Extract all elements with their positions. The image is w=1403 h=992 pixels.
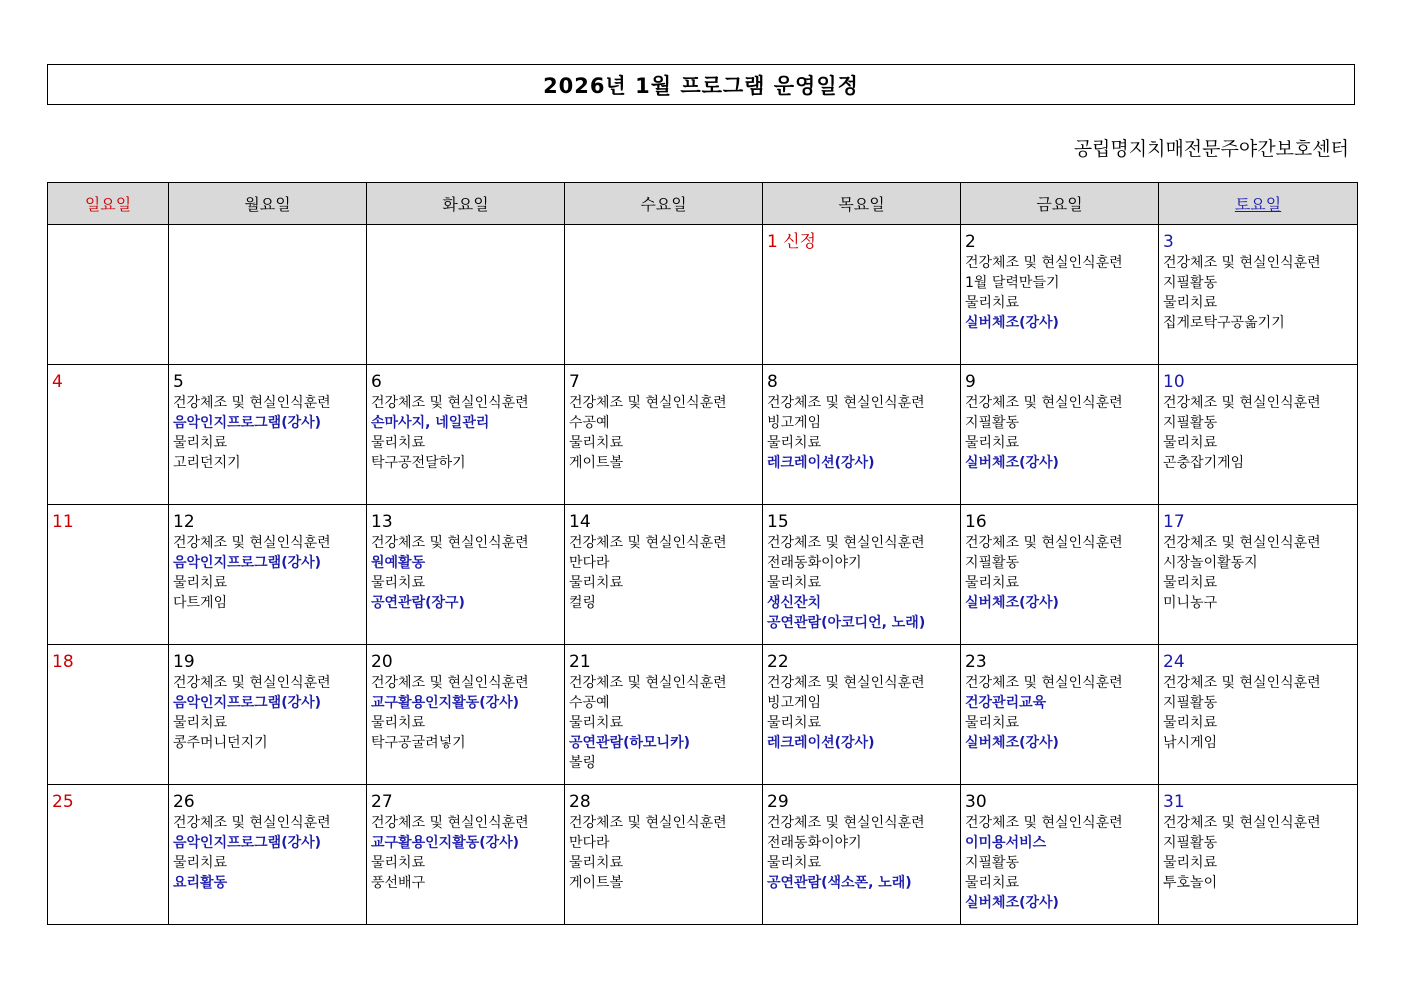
activity-item: 지필활동 xyxy=(1163,835,1218,851)
weekday-monday: 월요일 xyxy=(169,183,367,225)
calendar-day-cell xyxy=(961,505,1159,645)
day-number: 6 xyxy=(371,372,382,392)
calendar-day-cell xyxy=(169,785,367,925)
activity-item: 건강체조 및 현실인식훈련 xyxy=(569,675,727,691)
activity-item: 교구활용인지활동(강사) xyxy=(371,835,520,851)
calendar-week-row xyxy=(48,505,1358,645)
calendar-day-cell xyxy=(367,505,565,645)
weekday-header-row xyxy=(48,183,1358,225)
day-number: 29 xyxy=(767,792,789,812)
calendar-day-cell xyxy=(961,645,1159,785)
day-number: 25 xyxy=(52,792,74,812)
activity-item: 실버체조(강사) xyxy=(965,895,1059,911)
calendar-day-cell xyxy=(367,365,565,505)
activity-item: 건강체조 및 현실인식훈련 xyxy=(1163,675,1321,691)
activity-item: 건강체조 및 현실인식훈련 xyxy=(371,815,529,831)
calendar-day-cell xyxy=(367,645,565,785)
activity-item: 1월 달력만들기 xyxy=(965,275,1060,291)
activity-item: 건강체조 및 현실인식훈련 xyxy=(371,395,529,411)
weekday-wednesday: 수요일 xyxy=(565,183,763,225)
activity-item: 건강체조 및 현실인식훈련 xyxy=(1163,535,1321,551)
day-number: 11 xyxy=(52,512,74,532)
activity-item: 건강체조 및 현실인식훈련 xyxy=(1163,395,1321,411)
activity-item: 물리치료 xyxy=(1163,295,1218,311)
activity-item: 물리치료 xyxy=(965,875,1020,891)
activity-item: 풍선배구 xyxy=(371,875,426,891)
activity-item: 교구활용인지활동(강사) xyxy=(371,695,520,711)
calendar-day-cell xyxy=(48,505,169,645)
day-number: 7 xyxy=(569,372,580,392)
activity-item: 지필활동 xyxy=(965,415,1020,431)
calendar-day-cell xyxy=(763,225,961,365)
activity-item: 빙고게임 xyxy=(767,695,822,711)
activity-item: 레크레이션(강사) xyxy=(767,735,875,751)
activity-item: 건강체조 및 현실인식훈련 xyxy=(173,395,331,411)
activity-item: 물리치료 xyxy=(767,575,822,591)
activity-item: 물리치료 xyxy=(173,575,228,591)
activity-item: 실버체조(강사) xyxy=(965,735,1059,751)
activity-item: 요리활동 xyxy=(173,875,228,891)
activity-item: 공연관람(색소폰, 노래) xyxy=(767,875,912,891)
activity-item: 건강체조 및 현실인식훈련 xyxy=(965,815,1123,831)
weekday-friday: 금요일 xyxy=(961,183,1159,225)
activity-item: 물리치료 xyxy=(1163,855,1218,871)
activity-item: 물리치료 xyxy=(965,435,1020,451)
activity-item: 낚시게임 xyxy=(1163,735,1218,751)
day-number: 18 xyxy=(52,652,74,672)
weekday-thursday: 목요일 xyxy=(763,183,961,225)
day-number: 24 xyxy=(1163,652,1185,672)
calendar-day-cell xyxy=(565,785,763,925)
day-number: 17 xyxy=(1163,512,1185,532)
day-number: 9 xyxy=(965,372,976,392)
day-number: 19 xyxy=(173,652,195,672)
activity-item: 레크레이션(강사) xyxy=(767,455,875,471)
activity-item: 지필활동 xyxy=(1163,415,1218,431)
day-number: 2 xyxy=(965,232,976,252)
calendar-day-cell xyxy=(763,505,961,645)
day-number: 23 xyxy=(965,652,987,672)
activity-item: 건강관리교육 xyxy=(965,695,1047,711)
calendar-day-cell xyxy=(1159,365,1358,505)
calendar-day-cell xyxy=(169,365,367,505)
activity-item: 전래동화이야기 xyxy=(767,555,862,571)
activity-item: 생신잔치 xyxy=(767,595,822,611)
day-number: 1 신정 xyxy=(767,232,817,252)
activity-item: 음악인지프로그램(강사) xyxy=(173,415,322,431)
activity-item: 건강체조 및 현실인식훈련 xyxy=(1163,255,1321,271)
calendar-day-cell xyxy=(169,225,367,365)
organization-name: 공립명지치매전문주야간보호센터 xyxy=(1073,138,1349,160)
activity-item: 건강체조 및 현실인식훈련 xyxy=(371,535,529,551)
day-number: 27 xyxy=(371,792,393,812)
activity-item: 물리치료 xyxy=(767,855,822,871)
day-number: 8 xyxy=(767,372,778,392)
calendar-week-row xyxy=(48,225,1358,365)
activity-item: 물리치료 xyxy=(965,575,1020,591)
calendar-week-row xyxy=(48,365,1358,505)
day-number: 14 xyxy=(569,512,591,532)
activity-item: 미니농구 xyxy=(1163,595,1218,611)
day-number: 22 xyxy=(767,652,789,672)
day-number: 13 xyxy=(371,512,393,532)
activity-item: 물리치료 xyxy=(569,855,624,871)
activity-item: 물리치료 xyxy=(1163,435,1218,451)
activity-item: 음악인지프로그램(강사) xyxy=(173,555,322,571)
activity-item: 건강체조 및 현실인식훈련 xyxy=(965,675,1123,691)
calendar-week-row xyxy=(48,785,1358,925)
day-number: 16 xyxy=(965,512,987,532)
activity-item: 건강체조 및 현실인식훈련 xyxy=(569,535,727,551)
weekday-tuesday: 화요일 xyxy=(367,183,565,225)
calendar-day-cell xyxy=(961,365,1159,505)
activity-item: 건강체조 및 현실인식훈련 xyxy=(965,535,1123,551)
day-number: 4 xyxy=(52,372,63,392)
day-number: 15 xyxy=(767,512,789,532)
calendar-day-cell xyxy=(961,225,1159,365)
activity-item: 만다라 xyxy=(569,555,610,571)
activity-item: 볼링 xyxy=(569,755,597,771)
day-number: 3 xyxy=(1163,232,1174,252)
activity-item: 지필활동 xyxy=(1163,275,1218,291)
calendar-day-cell xyxy=(169,505,367,645)
page-title: 2026년 1월 프로그램 운영일정 xyxy=(47,64,1355,105)
activity-item: 물리치료 xyxy=(1163,715,1218,731)
calendar-day-cell xyxy=(961,785,1159,925)
calendar-day-cell xyxy=(367,225,565,365)
calendar-day-cell xyxy=(367,785,565,925)
activity-item: 탁구공전달하기 xyxy=(371,455,466,471)
calendar-day-cell xyxy=(169,645,367,785)
day-number: 26 xyxy=(173,792,195,812)
activity-item: 수공예 xyxy=(569,695,610,711)
calendar-day-cell xyxy=(763,645,961,785)
calendar-day-cell xyxy=(763,785,961,925)
activity-item: 음악인지프로그램(강사) xyxy=(173,695,322,711)
activity-item: 투호놀이 xyxy=(1163,875,1218,891)
calendar-day-cell xyxy=(1159,785,1358,925)
activity-item: 건강체조 및 현실인식훈련 xyxy=(767,675,925,691)
activity-item: 건강체조 및 현실인식훈련 xyxy=(173,815,331,831)
activity-item: 실버체조(강사) xyxy=(965,455,1059,471)
calendar-day-cell xyxy=(763,365,961,505)
weekday-saturday xyxy=(1159,183,1358,225)
calendar-day-cell xyxy=(565,645,763,785)
activity-item: 물리치료 xyxy=(965,715,1020,731)
calendar-day-cell xyxy=(48,365,169,505)
calendar-day-cell xyxy=(48,785,169,925)
activity-item: 공연관람(하모니카) xyxy=(569,735,690,751)
activity-item: 음악인지프로그램(강사) xyxy=(173,835,322,851)
calendar-day-cell xyxy=(1159,225,1358,365)
day-number: 10 xyxy=(1163,372,1185,392)
schedule-calendar xyxy=(47,182,1358,925)
activity-item: 물리치료 xyxy=(569,435,624,451)
calendar-day-cell xyxy=(48,645,169,785)
activity-item: 공연관람(장구) xyxy=(371,595,465,611)
activity-item: 고리던지기 xyxy=(173,455,241,471)
activity-item: 건강체조 및 현실인식훈련 xyxy=(767,395,925,411)
activity-item: 건강체조 및 현실인식훈련 xyxy=(569,815,727,831)
activity-item: 원예활동 xyxy=(371,555,426,571)
activity-item: 게이트볼 xyxy=(569,875,624,891)
activity-item: 다트게임 xyxy=(173,595,228,611)
day-number: 12 xyxy=(173,512,195,532)
calendar-day-cell xyxy=(1159,645,1358,785)
activity-item: 건강체조 및 현실인식훈련 xyxy=(173,675,331,691)
activity-item: 물리치료 xyxy=(371,575,426,591)
calendar-day-cell xyxy=(565,225,763,365)
activity-item: 건강체조 및 현실인식훈련 xyxy=(173,535,331,551)
activity-item: 빙고게임 xyxy=(767,415,822,431)
calendar-day-cell xyxy=(1159,505,1358,645)
activity-item: 탁구공굴려넣기 xyxy=(371,735,466,751)
activity-item: 물리치료 xyxy=(173,715,228,731)
day-number: 31 xyxy=(1163,792,1185,812)
activity-item: 물리치료 xyxy=(767,715,822,731)
calendar-week-row xyxy=(48,645,1358,785)
activity-item: 만다라 xyxy=(569,835,610,851)
activity-item: 건강체조 및 현실인식훈련 xyxy=(1163,815,1321,831)
activity-item: 물리치료 xyxy=(371,855,426,871)
calendar-day-cell xyxy=(48,225,169,365)
activity-item: 물리치료 xyxy=(1163,575,1218,591)
activity-item: 물리치료 xyxy=(569,575,624,591)
activity-item: 손마사지, 네일관리 xyxy=(371,415,490,431)
activity-item: 실버체조(강사) xyxy=(965,595,1059,611)
activity-item: 물리치료 xyxy=(965,295,1020,311)
weekday-saturday-label: 토요일 xyxy=(1234,195,1282,214)
activity-item: 전래동화이야기 xyxy=(767,835,862,851)
activity-item: 건강체조 및 현실인식훈련 xyxy=(371,675,529,691)
activity-item: 수공예 xyxy=(569,415,610,431)
activity-item: 건강체조 및 현실인식훈련 xyxy=(965,395,1123,411)
activity-item: 지필활동 xyxy=(1163,695,1218,711)
activity-item: 지필활동 xyxy=(965,555,1020,571)
day-number: 21 xyxy=(569,652,591,672)
day-number: 28 xyxy=(569,792,591,812)
activity-item: 물리치료 xyxy=(569,715,624,731)
weekday-sunday: 일요일 xyxy=(48,183,169,225)
activity-item: 시장놀이활동지 xyxy=(1163,555,1258,571)
activity-item: 물리치료 xyxy=(767,435,822,451)
calendar-day-cell xyxy=(565,365,763,505)
activity-item: 콩주머니던지기 xyxy=(173,735,268,751)
activity-item: 집게로탁구공옮기기 xyxy=(1163,315,1285,331)
activity-item: 물리치료 xyxy=(173,855,228,871)
activity-item: 물리치료 xyxy=(173,435,228,451)
activity-item: 지필활동 xyxy=(965,855,1020,871)
activity-item: 공연관람(아코디언, 노래) xyxy=(767,615,926,631)
activity-item: 건강체조 및 현실인식훈련 xyxy=(767,535,925,551)
day-number: 20 xyxy=(371,652,393,672)
activity-item: 컬링 xyxy=(569,595,597,611)
activity-item: 건강체조 및 현실인식훈련 xyxy=(569,395,727,411)
activity-item: 건강체조 및 현실인식훈련 xyxy=(767,815,925,831)
activity-item: 실버체조(강사) xyxy=(965,315,1059,331)
activity-item: 물리치료 xyxy=(371,715,426,731)
activity-item: 물리치료 xyxy=(371,435,426,451)
activity-item: 게이트볼 xyxy=(569,455,624,471)
calendar-day-cell xyxy=(565,505,763,645)
day-number: 30 xyxy=(965,792,987,812)
activity-item: 이미용서비스 xyxy=(965,835,1047,851)
activity-item: 곤충잡기게임 xyxy=(1163,455,1245,471)
activity-item: 건강체조 및 현실인식훈련 xyxy=(965,255,1123,271)
day-number: 5 xyxy=(173,372,184,392)
